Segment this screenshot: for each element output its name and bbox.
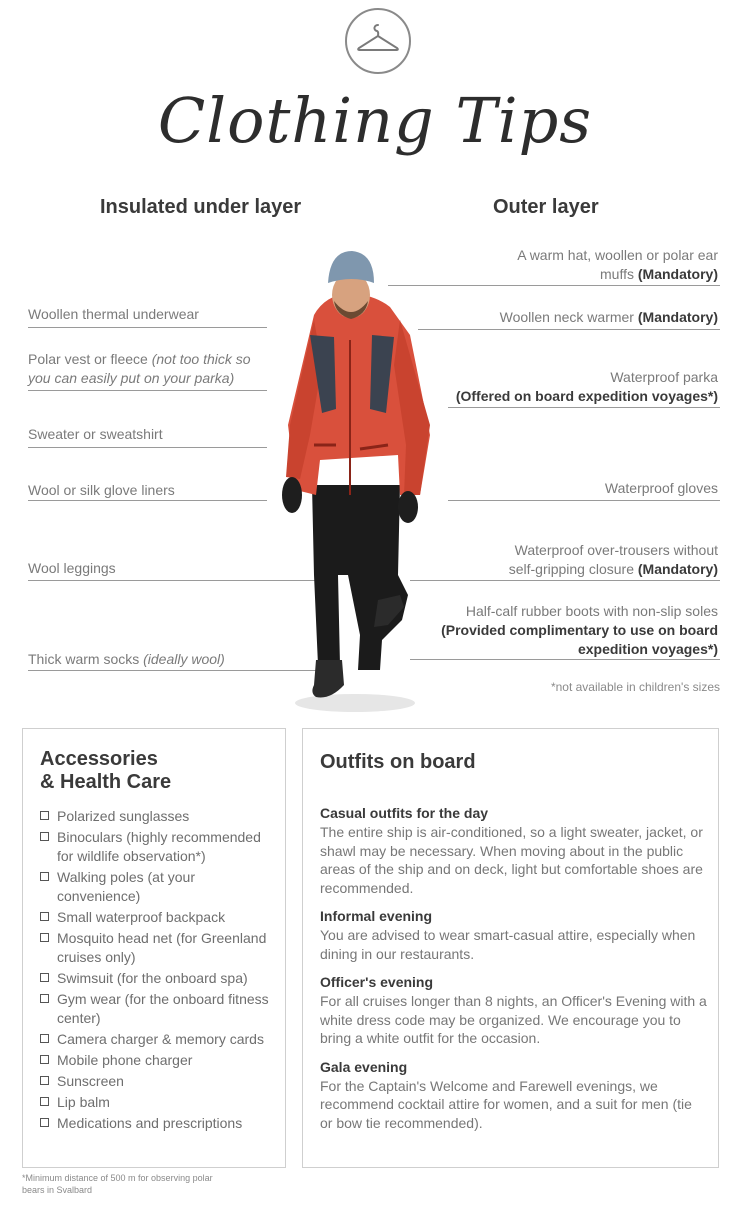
section-text: You are advised to wear smart-casual attire, especially when dining in our restaurants.	[320, 927, 696, 962]
checkbox-icon[interactable]	[40, 933, 49, 942]
hanger-icon	[347, 10, 409, 72]
page-title-text: Clothing Tips	[157, 84, 593, 157]
divider	[28, 447, 267, 448]
section-text: The entire ship is air-conditioned, so a light sweater, jacket, or shawl may be necessary. When moving about in the public areas of the ship and on deck, light but comfortable shoes are recommended.	[320, 824, 703, 896]
divider	[28, 390, 267, 391]
checkbox-icon[interactable]	[40, 1097, 49, 1106]
checklist-item[interactable]: Binoculars (highly recommended for wildlife observation*)	[40, 828, 280, 866]
checklist-item[interactable]: Small waterproof backpack	[40, 908, 280, 927]
checkbox-icon[interactable]	[40, 811, 49, 820]
checkbox-icon[interactable]	[40, 1118, 49, 1127]
divider	[28, 500, 267, 501]
divider	[448, 500, 720, 501]
checklist-item[interactable]: Polarized sunglasses	[40, 807, 280, 826]
page-title	[150, 72, 600, 182]
under-item-leggings: Wool leggings	[28, 560, 116, 576]
accessories-checklist	[40, 807, 280, 1135]
outfits-title: Outfits on board	[320, 751, 476, 773]
section-heading: Informal evening	[320, 908, 433, 924]
outer-item-hat: A warm hat, woollen or polar ear muffs (Mandatory)	[517, 247, 718, 282]
under-item-socks: Thick warm socks (ideally wool)	[28, 651, 225, 667]
checklist-item[interactable]: Walking poles (at your convenience)	[40, 868, 280, 906]
footnote: *Minimum distance of 500 m for observing polar bears in Svalbard	[22, 1173, 213, 1195]
under-item-sweater: Sweater or sweatshirt	[28, 426, 163, 442]
under-item-glove-liners: Wool or silk glove liners	[28, 482, 175, 498]
outer-item-neck-warmer: Woollen neck warmer (Mandatory)	[499, 309, 718, 325]
checklist-item[interactable]: Swimsuit (for the onboard spa)	[40, 969, 280, 988]
hanger-icon-circle	[345, 8, 411, 74]
checkbox-icon[interactable]	[40, 1076, 49, 1085]
checkbox-icon[interactable]	[40, 832, 49, 841]
checkbox-icon[interactable]	[40, 872, 49, 881]
divider	[448, 407, 720, 408]
checklist-item[interactable]: Mobile phone charger	[40, 1051, 280, 1070]
section-text: For the Captain's Welcome and Farewell evenings, we recommend cocktail attire for women, and a suit for men (tie or bow tie recommended).	[320, 1077, 692, 1131]
outfits-sections	[320, 804, 708, 1142]
explorer-figure-illustration	[270, 245, 450, 720]
outer-item-parka: Waterproof parka (Offered on board expedition voyages*)	[455, 369, 718, 404]
under-item-thermal: Woollen thermal underwear	[28, 306, 199, 322]
checklist-item[interactable]: Mosquito head net (for Greenland cruises only)	[40, 929, 280, 967]
divider	[418, 329, 720, 330]
section-heading: Officer's evening	[320, 974, 434, 990]
children-sizes-note: *not available in children's sizes	[550, 680, 720, 694]
divider	[410, 580, 720, 581]
section-heading: Casual outfits for the day	[320, 805, 489, 821]
under-layer-heading: Insulated under layer	[100, 196, 302, 218]
outfits-box	[302, 728, 719, 1168]
checklist-item[interactable]: Gym wear (for the onboard fitness center)	[40, 990, 280, 1028]
divider	[28, 327, 267, 328]
outer-layer-heading: Outer layer	[493, 196, 599, 218]
checklist-item[interactable]: Camera charger & memory cards	[40, 1030, 280, 1049]
under-item-vest: Polar vest or fleece (not too thick so you can easily put on your parka)	[28, 351, 251, 386]
accessories-title: Accessories & Health Care	[40, 748, 172, 793]
checkbox-icon[interactable]	[40, 994, 49, 1003]
outer-item-over-trousers: Waterproof over-trousers without self-gripping closure (Mandatory)	[508, 542, 718, 577]
checkbox-icon[interactable]	[40, 1034, 49, 1043]
checkbox-icon[interactable]	[40, 912, 49, 921]
checklist-item[interactable]: Medications and prescriptions	[40, 1114, 280, 1133]
accessories-box	[22, 728, 286, 1168]
checklist-item[interactable]: Sunscreen	[40, 1072, 280, 1091]
section-heading: Gala evening	[320, 1058, 408, 1075]
outer-item-gloves: Waterproof gloves	[604, 480, 718, 496]
outer-item-boots: Half-calf rubber boots with non-slip soles (Provided complimentary to use on board expedition voyages*)	[441, 603, 718, 657]
divider	[410, 659, 720, 660]
checkbox-icon[interactable]	[40, 973, 49, 982]
checklist-item[interactable]: Lip balm	[40, 1093, 280, 1112]
checkbox-icon[interactable]	[40, 1055, 49, 1064]
section-text: For all cruises longer than 8 nights, an Officer's Evening with a white dress code may be organized. We encourage you to bring a white outfit for the occasion.	[320, 993, 707, 1046]
